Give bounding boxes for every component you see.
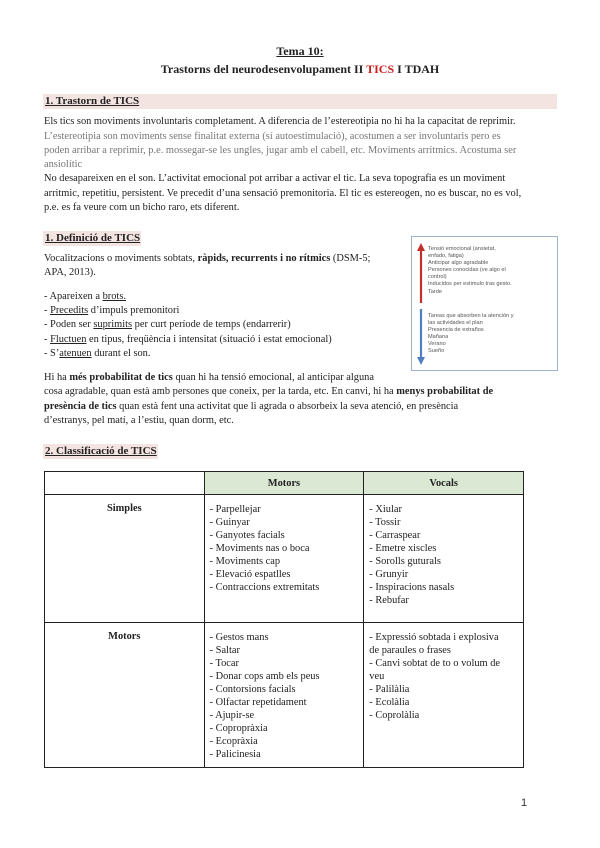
section-heading-classificacio: 2. Classificació de TICS — [45, 445, 157, 457]
probability-paragraph-line-1: Hi ha més probabilitat de tics quan hi ha tensió emocional, al anticipar alguna — [44, 372, 374, 383]
diagram-decrease-list: Tareas que absorben la atención y las actividades el plan Presencia de extraños Mañana Verano Sueño — [428, 313, 514, 355]
diagram-increase-list: Tensió emocional (ansietat, enfado, fatiga) Anticipar algo agradable Persones conocidas (ve algo el control) Inducidos per estimulo tras gesto. Tarde — [428, 246, 512, 295]
bullet-item: - Precedits d’impuls premonitori — [44, 305, 180, 316]
table-row — [45, 495, 524, 623]
table-header-row — [45, 472, 524, 495]
paragraph-son-3: p.e. es fa veure com un bicho raro, ets diferent. — [44, 202, 240, 213]
paragraph-son-2: arritmic, repetitiu, persistent. Ve precedit d’una sensació premonitoria. El tic es estereogen, no es buscar, no es vol, — [44, 188, 522, 199]
tic-probability-diagram — [411, 236, 558, 371]
document-subtitle: Trastorns del neurodesenvolupament II TICS I TDAH — [160, 62, 440, 76]
bullet-item: - S’atenuen durant el son. — [44, 348, 151, 359]
table-row — [45, 623, 524, 768]
definition-line-1: Vocalitzacions o moviments sobtats, ràpids, recurrents i no rítmics (DSM-5; — [44, 253, 371, 264]
complex-motor-tics: - Gestos mans - Saltar - Tocar - Donar cops amb els peus - Contorsions facials - Olfactar repetidament - Ajupir-se - Copropràxia - Ecopràxia - Palicinesia — [204, 623, 364, 768]
paragraph-intro: Els tics son moviments involuntaris completament. A diferencia de l’estereotipia no hi ha la capacitat de reprimir. — [44, 116, 516, 127]
complex-vocal-tics: - Expressió sobtada i explosiva de paraules o frases - Canvi sobtat de to o volum de veu - Palilàlia - Ecolàlia - Coprolàlia — [364, 623, 524, 768]
topic-title: Tema 10: — [276, 44, 324, 58]
down-arrow-icon — [416, 309, 426, 365]
probability-paragraph-line-3: presència de tics quan està fent una activitat que li agrada o absorbeix la seva atenció, en presència — [44, 401, 459, 412]
probability-paragraph-line-4: d’estranys, pel matí, a l’estiu, quan dorm, etc. — [44, 415, 234, 426]
paragraph-estereotipia-2: poden arribar a reprimir, p.e. mossegar-se les ungles, jugar amb el cabell, etc. Moviments arrítmics. Acostuma ser — [44, 145, 517, 156]
definition-line-2: APA, 2013). — [44, 267, 96, 278]
row-label-simples: Simples — [45, 495, 205, 623]
section-heading-definicio: 1. Definició de TICS — [45, 232, 141, 244]
simple-motor-tics: - Parpellejar - Guinyar - Ganyotes facials - Moviments nas o boca - Moviments cap - Elevació espatlles - Contraccions extremitats — [204, 495, 364, 623]
page-number: 1 — [521, 797, 528, 809]
up-arrow-icon — [416, 243, 426, 303]
paragraph-estereotipia-3: ansiolític — [44, 159, 83, 170]
paragraph-son-1: No desapareixen en el son. L’activitat emocional pot arribar a activar el tic. La seva topografia es un moviment — [44, 173, 506, 184]
bullet-item: - Fluctuen en tipus, freqüència i intensitat (situació i estat emocional) — [44, 334, 332, 345]
simple-vocal-tics: - Xiular - Tossir - Carraspear - Emetre xiscles - Sorolls guturals - Grunyir - Inspiracions nasals - Rebufar — [364, 495, 524, 623]
probability-paragraph-line-2: cosa agradable, quan està amb persones que coneix, per la tarda, etc. En canvi, hi ha menys probabilitat de — [44, 386, 494, 397]
paragraph-estereotipia-1: L’estereotipia son moviments sense finalitat externa (sí autoestimulació), acostumen a ser involuntaris pero es — [44, 131, 501, 142]
row-label-motors: Motors — [45, 623, 205, 768]
table-header-vocals: Vocals — [364, 472, 524, 495]
table-header-motors: Motors — [204, 472, 364, 495]
bullet-item: - Poden ser suprimits per curt període de temps (endarrerir) — [44, 319, 291, 330]
bullet-item: - Apareixen a brots. — [44, 291, 126, 302]
tics-classification-table — [44, 471, 524, 768]
table-header-empty — [45, 472, 205, 495]
tics-highlight: TICS — [366, 62, 395, 76]
section-heading-trastorn: 1. Trastorn de TICS — [43, 94, 557, 109]
